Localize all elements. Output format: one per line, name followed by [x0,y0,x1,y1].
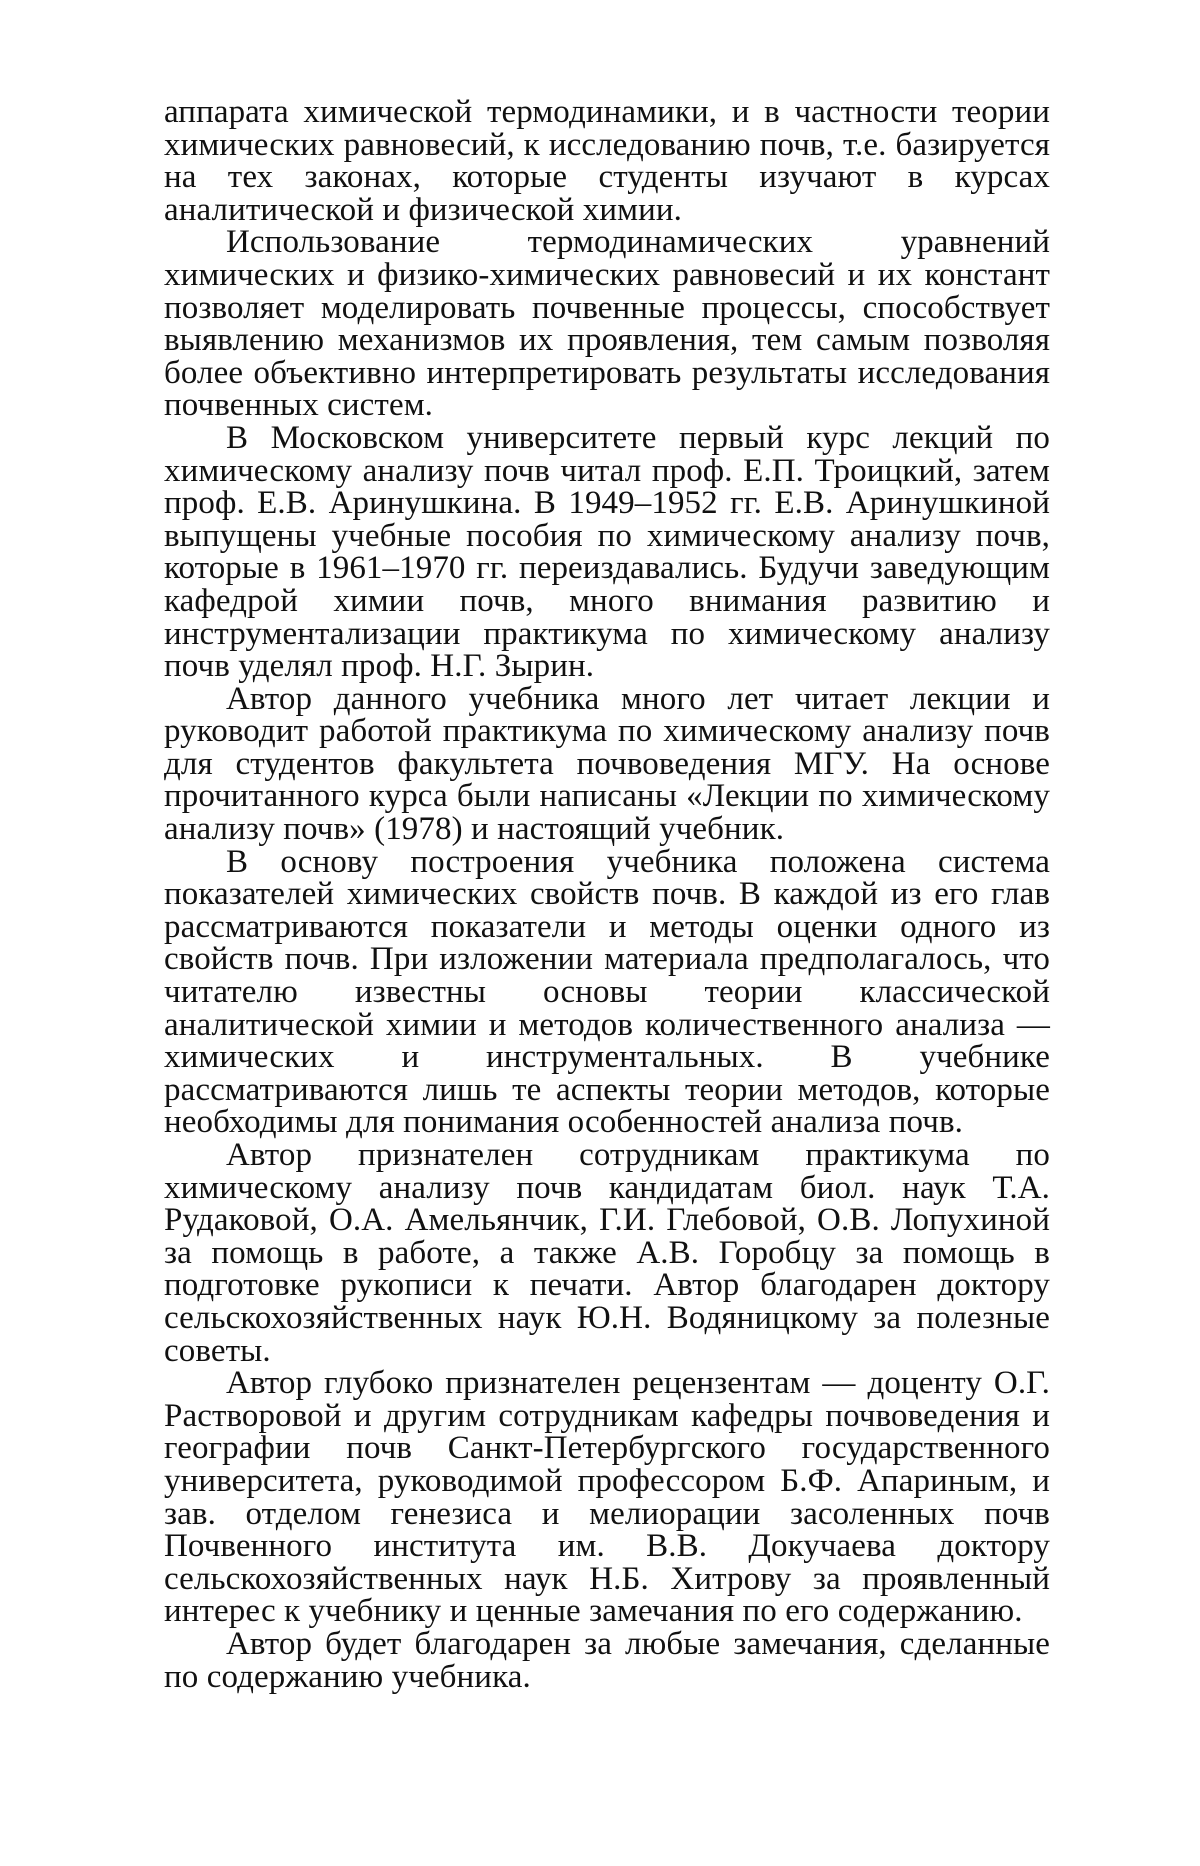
paragraph-textbook-structure: В основу построения учебника положена система показателей химических свойств почв. В каждой из его глав рассматриваются показатели и методы оценки одного из свойств почв. При изложении материала предполагалось, что читателю известны основы теории классической аналитической химии и методов количественного анализа — химических и инструментальных. В учебнике рассматриваются лишь те аспекты теории методов, которые необходимы для понимания особенностей анализа почв. [164,843,1050,1141]
book-page-text [164,96,1050,1693]
paragraph-thermodynamics: Использование термодинамических уравнений химических и физико-химических равновесий и их констант позволяет моделировать почвенные процессы, способствует выявлению механизмов их проявления, тем самым позволяя более объективно интерпретировать результаты исследования почвенных систем. [164,224,1050,424]
paragraph-moscow-university: В Московском университете первый курс лекций по химическому анализу почв читал проф. Е.П. Троицкий, затем проф. Е.В. Аринушкина. В 1949–1952 гг. Е.В. Аринушкиной выпущены учебные пособия по химическому анализу почв, которые в 1961–1970 гг. переиздавались. Будучи заведующим кафедрой химии почв, много внимания развитию и инструментализации практикума по химическому анализу почв уделял проф. Н.Г. Зырин. [164,419,1050,685]
paragraph-closing: Автор будет благодарен за любые замечания, сделанные по содержанию учебника. [164,1625,1050,1695]
paragraph-acknowledgements-staff: Автор признателен сотрудникам практикума по химическому анализу почв кандидатам биол. наук Т.А. Рудаковой, О.А. Амельянчик, Г.И. Глебовой, О.В. Лопухиной за помощь в работе, а также А.В. Горобцу за помощь в подготовке рукописи к печати. Автор благодарен доктору сельскохозяйственных наук Ю.Н. Водяницкому за полезные советы. [164,1137,1050,1369]
paragraph-continuation: аппарата химической термодинамики, и в частности теории химических равновесий, к исследованию почв, т.е. базируется на тех законах, которые студенты изучают в курсах аналитической и физической химии. [164,94,1050,228]
paragraph-author-course: Автор данного учебника много лет читает лекции и руководит работой практикума по химическому анализу почв для студентов факультета почвоведения МГУ. На основе прочитанного курса были написаны «Лекции по химическому анализу почв» (1978) и настоящий учебник. [164,680,1050,848]
paragraph-acknowledgements-reviewers: Автор глубоко признателен рецензентам — доценту О.Г. Растворовой и другим сотрудникам кафедры почвоведения и географии почв Санкт-Петербургского государственного университета, руководимой профессором Б.Ф. Апариным, и зав. отделом генезиса и мелиорации засоленных почв Почвенного института им. В.В. Докучаева доктору сельскохозяйственных наук Н.Б. Хитрову за проявленный интерес к учебнику и ценные замечания по его содержанию. [164,1365,1050,1630]
